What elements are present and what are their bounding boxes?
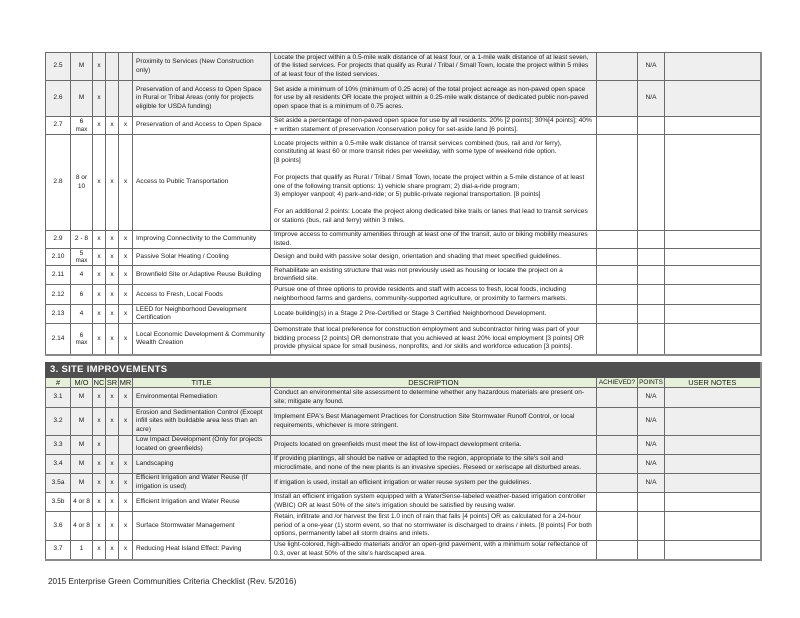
col-header-sr: SR xyxy=(106,378,118,387)
mandatory-optional: M xyxy=(71,455,93,474)
criterion-title: Local Economic Development & Community Wealth Creation xyxy=(133,324,271,355)
col-header-user-notes: USER NOTES xyxy=(665,378,761,388)
table-row xyxy=(46,455,761,474)
criterion-title: Access to Public Transportation xyxy=(133,135,271,231)
criterion-title: Brownfield Site or Adaptive Reuse Building xyxy=(133,266,271,285)
points-cell: N/A xyxy=(638,81,665,117)
mandatory-optional: 4 xyxy=(71,266,93,285)
points-cell: N/A xyxy=(638,53,665,81)
user-notes-cell[interactable] xyxy=(665,117,761,135)
criterion-description: Projects located on greenfields must meet the list of low-impact development criteria. xyxy=(271,436,597,455)
sr-mark: x xyxy=(106,474,119,493)
col-header-points: POINTS xyxy=(639,379,663,386)
user-notes-cell[interactable] xyxy=(665,493,761,512)
achieved-cell[interactable] xyxy=(597,305,638,324)
mr-mark: x xyxy=(119,474,133,493)
table-row xyxy=(46,408,761,436)
mandatory-optional: M xyxy=(71,436,93,455)
points-cell xyxy=(638,231,665,249)
mandatory-optional: 6 xyxy=(71,285,93,305)
criterion-description: If irrigation is used, install an efficient irrigation or water reuse system per the guidelines. xyxy=(271,474,597,493)
user-notes-cell[interactable] xyxy=(665,436,761,455)
criterion-title: Reducing Heat Island Effect: Paving xyxy=(133,541,271,560)
col-header-mo: M/O xyxy=(71,378,93,388)
mandatory-optional: 2 - 8 xyxy=(71,231,93,249)
criterion-number: 3.3 xyxy=(46,436,71,455)
criterion-description: Locate building(s) in a Stage 2 Pre-Certified or Stage 3 Certified Neighborhood Development. xyxy=(271,305,597,324)
table-row xyxy=(46,493,761,512)
points-cell xyxy=(638,117,665,135)
achieved-cell[interactable] xyxy=(597,493,638,512)
criterion-description: Install an efficient irrigation system equipped with a WaterSense-labeled weather-based irrigation controller (WBIC) OR at least 50% of the site's irrigation should be satisfied by reusing water. xyxy=(271,493,597,512)
mr-mark: x xyxy=(119,455,133,474)
user-notes-cell[interactable] xyxy=(665,512,761,541)
user-notes-cell[interactable] xyxy=(665,231,761,249)
sr-mark: x xyxy=(106,305,119,324)
criterion-title: Proximity to Services (New Construction only) xyxy=(133,53,271,81)
section-title: 3. SITE IMPROVEMENTS xyxy=(46,363,761,378)
mr-mark: x xyxy=(119,512,133,541)
points-cell xyxy=(638,324,665,355)
criterion-title: Landscaping xyxy=(133,455,271,474)
table-row xyxy=(46,305,761,324)
criterion-title: Surface Stormwater Management xyxy=(133,512,271,541)
criterion-number: 2.14 xyxy=(46,324,71,355)
nc-mark: x xyxy=(93,53,106,81)
criterion-description: Set aside a minimum of 10% (minimum of 0.25 acre) of the total project acreage as non-paved open space for use by all residents OR locate the project within a 0.25-mile walk distance of dedicated public non-paved open space that is a minimum of 0.75 acres. xyxy=(271,81,597,117)
criterion-number: 2.5 xyxy=(46,53,71,81)
achieved-cell[interactable] xyxy=(597,135,638,231)
criterion-description: Demonstrate that local preference for construction employment and subcontractor hiring was part of your bidding process [2 points] OR demonstrate that you achieved at least 20% local employment [3 points] OR provide physical space for small business, nonprofits, and /or skills and workforce education [3 points]. xyxy=(271,324,597,355)
points-value: 6 xyxy=(79,331,84,339)
sr-mark xyxy=(106,81,119,117)
criterion-description: Rehabilitate an existing structure that was not previously used as housing or locate the project on a brownfield site. xyxy=(271,266,597,285)
criterion-title: Environmental Remediation xyxy=(133,388,271,408)
table-row xyxy=(46,436,761,455)
achieved-cell[interactable] xyxy=(597,53,638,81)
table-row xyxy=(46,474,761,493)
mr-mark: x xyxy=(119,231,133,249)
mr-mark: x xyxy=(119,493,133,512)
nc-mark: x xyxy=(93,81,106,117)
mr-mark: x xyxy=(119,249,133,266)
sr-mark: x xyxy=(106,512,119,541)
section2-table xyxy=(45,52,762,356)
description-paragraph: Locate projects within a 0.5-mile walk distance of transit services combined (bus, rail and /or ferry), constituting at least 60 or more transit rides per weekday, with some type of weekend ride option. xyxy=(274,139,562,156)
achieved-cell[interactable] xyxy=(597,249,638,266)
nc-mark: x xyxy=(93,493,106,512)
points-max-label: max xyxy=(75,125,88,133)
criterion-description: Use light-colored, high-albedo materials and/or an open-grid pavement, with a minimum solar reflectance of 0.3, over at least 50% of the site's hardscaped area. xyxy=(271,541,597,560)
mr-mark: x xyxy=(119,324,133,355)
nc-mark: x xyxy=(93,135,106,231)
points-cell: N/A xyxy=(638,474,665,493)
col-header-nc: NC xyxy=(93,378,105,387)
achieved-cell[interactable] xyxy=(597,231,638,249)
mr-mark: x xyxy=(119,408,133,436)
col-header-title: TITLE xyxy=(133,378,271,388)
criterion-number: 2.10 xyxy=(46,249,71,266)
description-paragraph: For an additional 2 points: Locate the project along dedicated bike trails or lanes that lead to transit services or stations (bus, rail and ferry) within 3 miles. xyxy=(274,208,588,225)
points-value: 6 xyxy=(79,118,84,125)
user-notes-cell[interactable] xyxy=(665,53,761,81)
criterion-description: Design and build with passive solar design, orientation and shading that meet specified guidelines. xyxy=(271,249,597,266)
mandatory-optional xyxy=(71,117,93,135)
user-notes-cell[interactable] xyxy=(665,249,761,266)
page-footer: 2015 Enterprise Green Communities Criteria Checklist (Rev. 5/2016) xyxy=(48,577,297,586)
nc-mark: x xyxy=(93,388,106,408)
table-row xyxy=(46,285,761,305)
points-cell: N/A xyxy=(638,455,665,474)
nc-mark: x xyxy=(93,436,106,455)
mr-mark: x xyxy=(119,135,133,231)
mr-mark: x xyxy=(119,285,133,305)
points-cell: N/A xyxy=(638,388,665,408)
criterion-title: Preservation of and Access to Open Space in Rural or Tribal Areas (only for projects eligible for USDA funding) xyxy=(133,81,271,117)
points-cell xyxy=(638,512,665,541)
nc-mark: x xyxy=(93,231,106,249)
user-notes-cell[interactable] xyxy=(665,285,761,305)
col-header-number: # xyxy=(46,378,71,388)
mr-mark xyxy=(119,81,133,117)
table-row xyxy=(46,53,761,81)
mandatory-optional xyxy=(71,324,93,355)
achieved-cell[interactable] xyxy=(597,324,638,355)
mandatory-optional: M xyxy=(71,474,93,493)
mandatory-optional: M xyxy=(71,388,93,408)
criterion-number: 2.12 xyxy=(46,285,71,305)
criterion-title: Low Impact Development (Only for projects located on greenfields) xyxy=(133,436,271,455)
nc-mark: x xyxy=(93,117,106,135)
criterion-number: 2.13 xyxy=(46,305,71,324)
nc-mark: x xyxy=(93,512,106,541)
mandatory-optional: 8 or 10 xyxy=(71,135,93,231)
criterion-title: LEED for Neighborhood Development Certification xyxy=(133,305,271,324)
table-row xyxy=(46,266,761,285)
description-paragraph: For projects that qualify as Rural / Tribal / Small Town, locate the project within a 5-mile distance of at least one of the following transit options: 1) vehicle share program; 2) dial-a-ride program; xyxy=(274,174,585,190)
user-notes-cell[interactable] xyxy=(665,324,761,355)
sr-mark: x xyxy=(106,493,119,512)
criterion-title: Access to Fresh, Local Foods xyxy=(133,285,271,305)
criterion-title: Preservation of and Access to Open Space xyxy=(133,117,271,135)
criterion-description: Conduct an environmental site assessment to determine whether any hazardous materials are present on-site; mitigate any found. xyxy=(271,388,597,408)
mandatory-optional: 4 or 8 xyxy=(71,512,93,541)
criterion-number: 3.1 xyxy=(46,388,71,408)
nc-mark: x xyxy=(93,541,106,560)
table-row xyxy=(46,117,761,135)
description-paragraph: [8 points] xyxy=(274,156,301,164)
criterion-number: 3.4 xyxy=(46,455,71,474)
mandatory-optional: 4 or 8 xyxy=(71,493,93,512)
points-cell: N/A xyxy=(638,436,665,455)
description-paragraph: 3) employer vanpool; 4) park-and-ride; or 5) public-private regional transportation. [8 points] xyxy=(274,191,541,199)
criterion-number: 3.5b xyxy=(46,493,71,512)
criterion-description: Retain, infiltrate and /or harvest the first 1.0 inch of rain that falls [4 points] OR as calculated for a 24-hour period of a one-year (1) storm event, so that no stormwater is discharged to drains / inlets. [8 points] For both options, permanently label all storm drains and inlets. xyxy=(271,512,597,541)
user-notes-cell[interactable] xyxy=(665,81,761,117)
points-cell xyxy=(638,266,665,285)
criterion-title: Efficient Irrigation and Water Reuse xyxy=(133,493,271,512)
sr-mark: x xyxy=(106,266,119,285)
points-cell xyxy=(638,249,665,266)
criterion-description: Locate the project within a 0.5-mile walk distance of at least four, or a 1-mile walk distance of at least seven, of the listed services. For projects that qualify as Rural / Tribal / Small Town, locate the project within 5 miles of at least four of the listed services. xyxy=(271,53,597,81)
criterion-number: 3.6 xyxy=(46,512,71,541)
mr-mark: x xyxy=(119,266,133,285)
achieved-cell[interactable] xyxy=(597,117,638,135)
table-row xyxy=(46,388,761,408)
mr-mark xyxy=(119,436,133,455)
criterion-description: Implement EPA's Best Management Practices for Construction Site Stormwater Runoff Control, or local requirements, whichever is more stringent. xyxy=(271,408,597,436)
criterion-title: Passive Solar Heating / Cooling xyxy=(133,249,271,266)
achieved-cell[interactable] xyxy=(597,541,638,560)
sr-mark: x xyxy=(106,388,119,408)
col-header-mr: MR xyxy=(119,378,132,387)
user-notes-cell[interactable] xyxy=(665,388,761,408)
criterion-number: 3.5a xyxy=(46,474,71,493)
mandatory-optional: 1 xyxy=(71,541,93,560)
achieved-cell[interactable] xyxy=(597,81,638,117)
criterion-number: 3.2 xyxy=(46,408,71,436)
sr-mark xyxy=(106,436,119,455)
criterion-number: 2.6 xyxy=(46,81,71,117)
section-header-bar xyxy=(46,363,761,378)
nc-mark: x xyxy=(93,408,106,436)
criterion-number: 2.7 xyxy=(46,117,71,135)
col-header-description: DESCRIPTION xyxy=(271,378,597,388)
sr-mark: x xyxy=(106,285,119,305)
nc-mark: x xyxy=(93,474,106,493)
achieved-cell[interactable] xyxy=(597,408,638,436)
achieved-cell[interactable] xyxy=(597,266,638,285)
mr-mark: x xyxy=(119,541,133,560)
criterion-description xyxy=(271,135,597,231)
points-cell xyxy=(638,285,665,305)
criterion-number: 2.8 xyxy=(46,135,71,231)
criterion-description: Set aside a percentage of non-paved open space for use by all residents. 20% [2 points]; 30%[4 points]; 40% + written statement of preservation /conservation policy for set-aside land [6 points]. xyxy=(271,117,597,135)
sr-mark: x xyxy=(106,117,119,135)
user-notes-cell[interactable] xyxy=(665,408,761,436)
column-header-row xyxy=(46,378,761,388)
mr-mark xyxy=(119,53,133,81)
criterion-description: Improve access to community amenities through at least one of the transit, auto or biking mobility measures listed. xyxy=(271,231,597,249)
criterion-title: Erosion and Sedimentation Control (Except infill sites with buildable area less than an acre) xyxy=(133,408,271,436)
achieved-cell[interactable] xyxy=(597,455,638,474)
points-value: 5 xyxy=(79,249,84,257)
mandatory-optional xyxy=(71,249,93,266)
achieved-cell[interactable] xyxy=(597,285,638,305)
points-cell xyxy=(638,493,665,512)
user-notes-cell[interactable] xyxy=(665,455,761,474)
section3-table xyxy=(45,362,762,561)
table-row xyxy=(46,512,761,541)
achieved-cell[interactable] xyxy=(597,474,638,493)
mr-mark: x xyxy=(119,117,133,135)
mandatory-optional: M xyxy=(71,408,93,436)
mandatory-optional: M xyxy=(71,81,93,117)
table-row xyxy=(46,231,761,249)
nc-mark: x xyxy=(93,324,106,355)
mandatory-optional: M xyxy=(71,53,93,81)
col-header-achieved: ACHIEVED? xyxy=(597,378,638,388)
mr-mark: x xyxy=(119,305,133,324)
table-row xyxy=(46,135,761,231)
criterion-title: Improving Connectivity to the Community xyxy=(133,231,271,249)
achieved-cell[interactable] xyxy=(597,436,638,455)
sr-mark: x xyxy=(106,455,119,474)
user-notes-cell[interactable] xyxy=(665,305,761,324)
user-notes-cell[interactable] xyxy=(665,474,761,493)
mandatory-optional: 4 xyxy=(71,305,93,324)
user-notes-cell[interactable] xyxy=(665,135,761,231)
achieved-cell[interactable] xyxy=(597,388,638,408)
table-row xyxy=(46,249,761,266)
table-row xyxy=(46,324,761,355)
points-cell: N/A xyxy=(638,408,665,436)
user-notes-cell[interactable] xyxy=(665,266,761,285)
criterion-title: Efficient Irrigation and Water Reuse (If irrigation is used) xyxy=(133,474,271,493)
nc-mark: x xyxy=(93,285,106,305)
sr-mark: x xyxy=(106,541,119,560)
points-cell xyxy=(638,135,665,231)
sr-mark: x xyxy=(106,135,119,231)
points-cell xyxy=(638,541,665,560)
nc-mark: x xyxy=(93,266,106,285)
sr-mark: x xyxy=(106,231,119,249)
user-notes-cell[interactable] xyxy=(665,541,761,560)
points-max-label: max xyxy=(75,339,88,347)
sr-mark: x xyxy=(106,408,119,436)
points-max-label: max xyxy=(75,257,88,265)
table-row xyxy=(46,541,761,560)
sr-mark xyxy=(106,53,119,81)
nc-mark: x xyxy=(93,305,106,324)
points-cell xyxy=(638,305,665,324)
nc-mark: x xyxy=(93,249,106,266)
achieved-cell[interactable] xyxy=(597,512,638,541)
nc-mark: x xyxy=(93,455,106,474)
criterion-description: If providing plantings, all should be native or adapted to the region, appropriate to the site's soil and microclimate, and none of the new plants is an invasive species. Reseed or xeriscape all disturbed areas. xyxy=(271,455,597,474)
criterion-number: 3.7 xyxy=(46,541,71,560)
criterion-number: 2.11 xyxy=(46,266,71,285)
criterion-description: Pursue one of three options to provide residents and staff with access to fresh, local foods, including neighborhood farms and gardens, community-supported agriculture, or proximity to farmers markets. xyxy=(271,285,597,305)
criterion-number: 2.9 xyxy=(46,231,71,249)
sr-mark: x xyxy=(106,249,119,266)
sr-mark: x xyxy=(106,324,119,355)
mr-mark: x xyxy=(119,388,133,408)
table-row xyxy=(46,81,761,117)
